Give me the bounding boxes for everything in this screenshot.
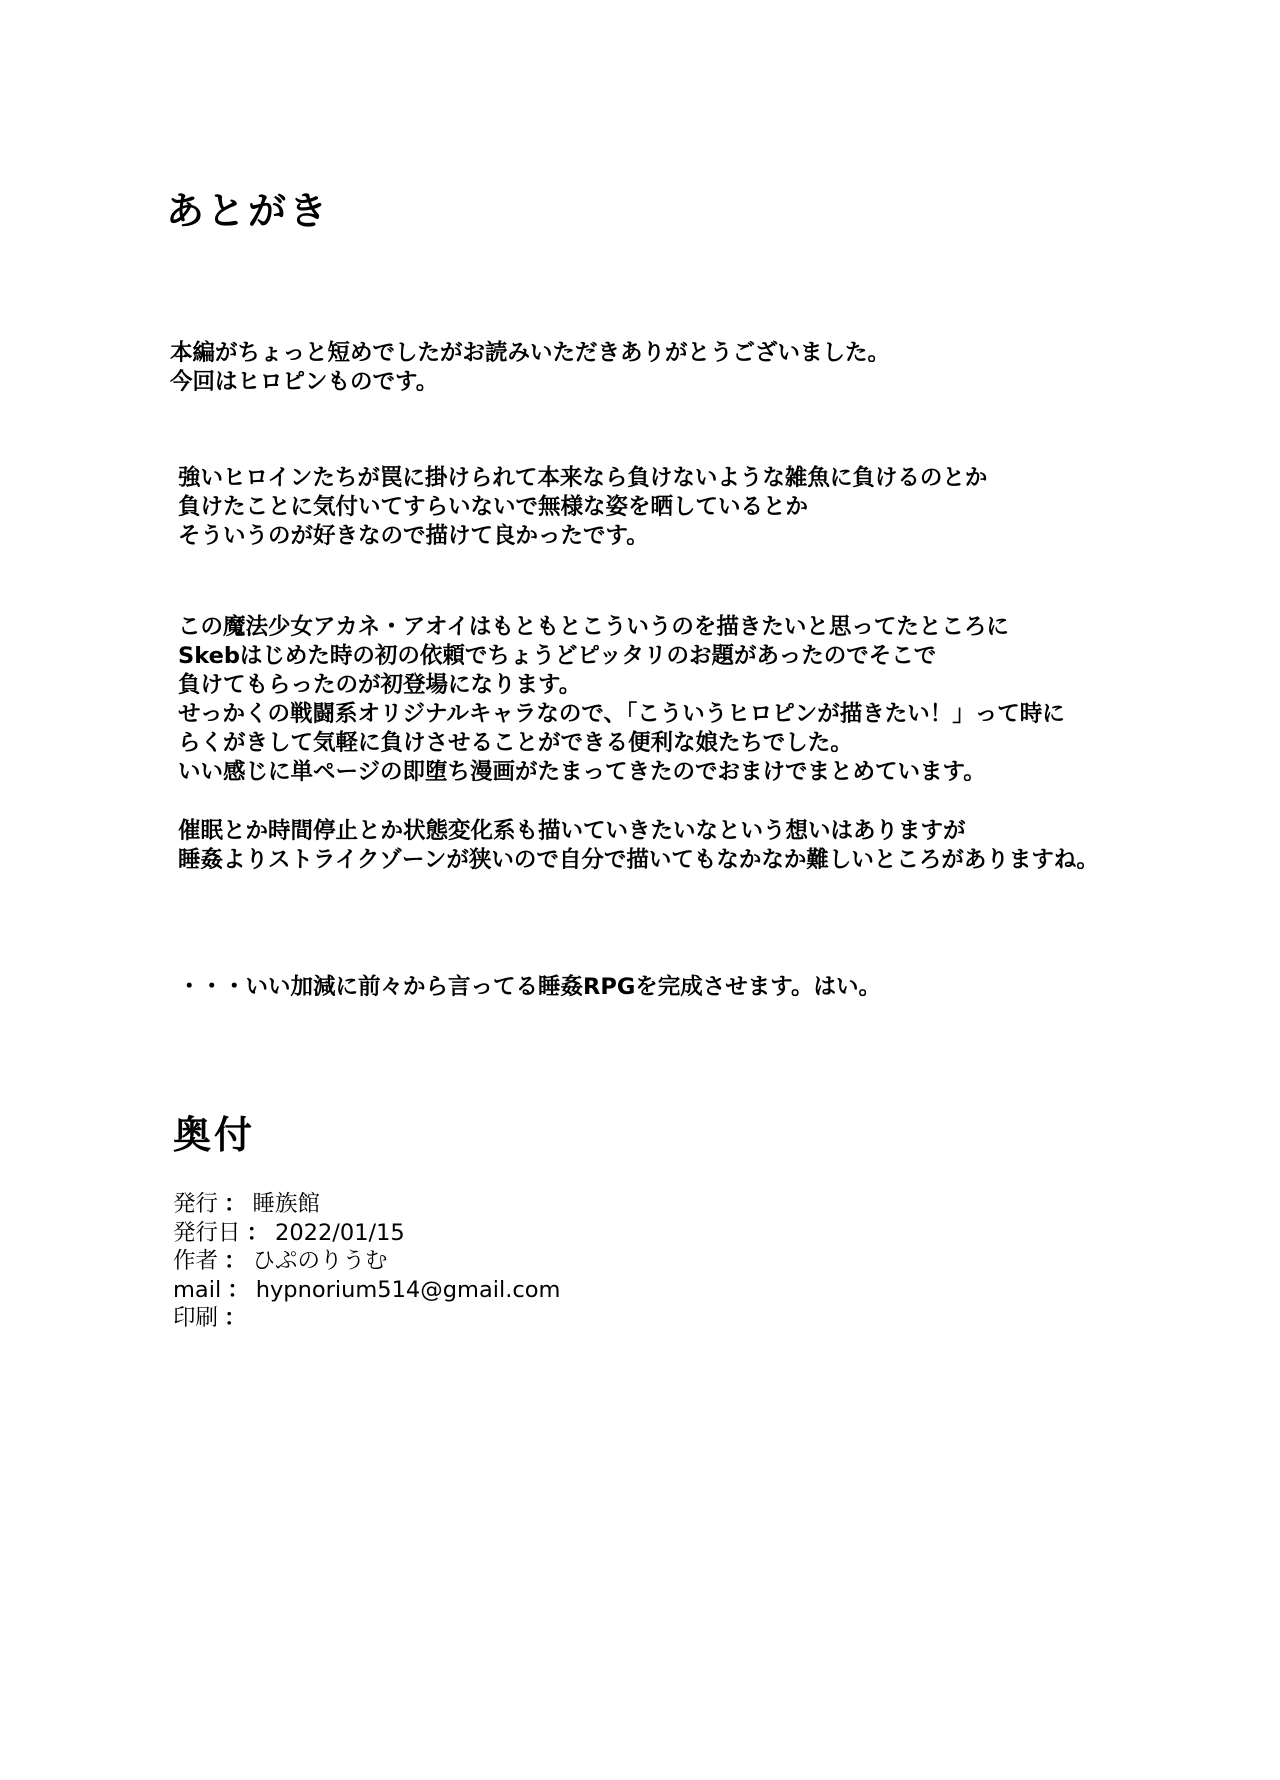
- colophon-row-publisher: [173, 1190, 560, 1219]
- colophon-label: mail: [173, 1276, 222, 1303]
- colophon-label: 印刷: [173, 1305, 219, 1331]
- colophon-heading: 奥付: [173, 1113, 256, 1157]
- paragraph-line: 負けたことに気付いてすらいないで無様な姿を晒しているとか: [178, 494, 809, 520]
- paragraph-line: らくがきして気軽に負けさせることができる便利な娘たちでした。: [178, 730, 853, 756]
- paragraph-line: 強いヒロインたちが罠に掛けられて本来なら負けないような雑魚に負けるのとか: [178, 465, 988, 491]
- paragraph-line: せっかくの戦闘系オリジナルキャラなので、「こういうヒロピンが描きたい！」って時に: [178, 701, 1065, 727]
- colophon-row-printer: [173, 1304, 560, 1333]
- paragraph-line: 負けてもらったのが初登場になります。: [178, 672, 582, 698]
- colophon-label: 発行日: [173, 1219, 241, 1246]
- colophon-separator: ：: [227, 1276, 250, 1303]
- colophon-label: 作者: [173, 1248, 219, 1274]
- paragraph-line: この魔法少女アカネ・アオイはもともとこういうのを描きたいと思ってたところに: [178, 614, 1009, 640]
- colophon-value: 睡族館: [252, 1191, 321, 1217]
- paragraph-line: 今回はヒロピンものです。: [170, 369, 439, 395]
- afterword-paragraph-4: [178, 817, 1099, 875]
- colophon-value: ひぷのりうむ: [252, 1248, 388, 1274]
- colophon-value: hypnorium514@gmail.com: [255, 1276, 561, 1303]
- colophon-separator: ：: [224, 1191, 247, 1217]
- colophon-list: [173, 1190, 560, 1333]
- paragraph-line: いい感じに単ページの即堕ち漫画がたまってきたのでおまけでまとめています。: [178, 759, 986, 785]
- colophon-separator: ：: [246, 1219, 270, 1246]
- colophon-row-author: [173, 1247, 560, 1276]
- afterword-paragraph-1: [170, 339, 890, 397]
- paragraph-line: Skebはじめた時の初の依頼でちょうどピッタリのお題があったのでそこで: [178, 643, 937, 669]
- paragraph-line: そういうのが好きなので描けて良かったです。: [178, 523, 649, 549]
- colophon-separator: ：: [224, 1305, 247, 1331]
- afterword-paragraph-2: [178, 464, 987, 551]
- colophon-separator: ：: [224, 1248, 247, 1274]
- afterword-paragraph-5: [178, 973, 881, 1002]
- colophon-label: 発行: [173, 1191, 219, 1217]
- paragraph-line: 催眠とか時間停止とか状態変化系も描いていきたいなという想いはありますが: [178, 818, 966, 844]
- colophon-value: 2022/01/15: [275, 1219, 405, 1246]
- colophon-row-mail: [173, 1276, 560, 1305]
- afterword-heading: あとがき: [166, 189, 331, 233]
- afterword-paragraph-3: [178, 613, 1065, 787]
- paragraph-line: ・・・いい加減に前々から言ってる睡姦RPGを完成させます。はい。: [178, 974, 881, 1000]
- colophon-row-date: [173, 1219, 560, 1248]
- paragraph-line: 睡姦よりストライクゾーンが狭いので自分で描いてもなかなか難しいところがありますね。: [178, 847, 1099, 873]
- paragraph-line: 本編がちょっと短めでしたがお読みいただきありがとうございました。: [170, 340, 891, 366]
